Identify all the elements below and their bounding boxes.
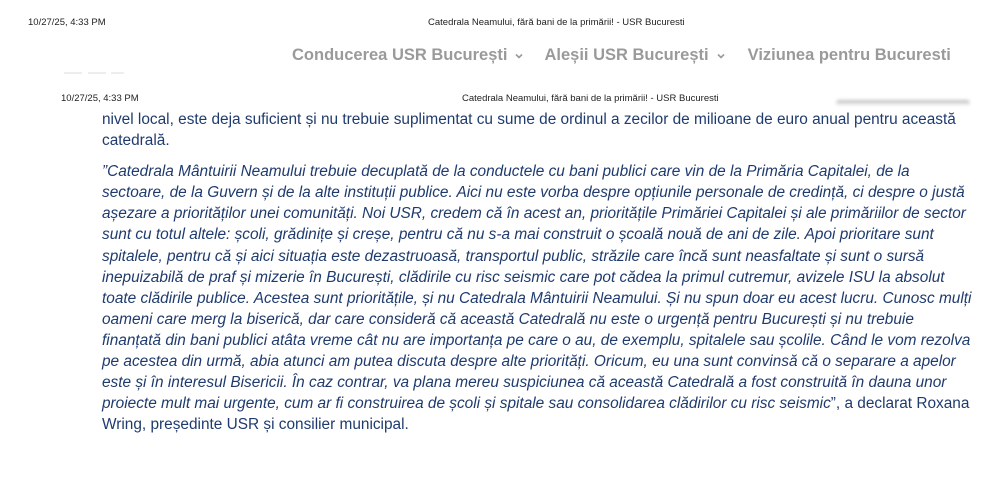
nav-item-label: Viziunea pentru Bucuresti [747, 46, 951, 64]
dropdown-shadow [836, 100, 970, 106]
print-header-date: 10/27/25, 4:33 PM [28, 17, 106, 28]
print-header-title: Catedrala Neamului, fără bani de la primării! - USR Bucuresti [462, 93, 719, 104]
nav-item-alesii[interactable] [544, 46, 725, 65]
nav-item-conducerea[interactable] [292, 46, 524, 65]
nav-item-label: Conducerea USR București [292, 46, 508, 64]
quote-attribution: ”, a declarat Roxana Wring, președinte USR și consilier municipal. [102, 395, 970, 434]
article-paragraph: nivel local, este deja suficient și nu trebuie suplimentat cu sume de ordinul a zecilor de milioane de euro anual pentru această catedrală. [102, 111, 956, 150]
quote-text: ”Catedrala Mântuirii Neamului trebuie decuplată de la conductele cu bani publici care vin de la Primăria Capitalei, de la sectoare, de la Guvern și de la alte instituții publice. Aici nu este vorba despre opțiunile personale de credință, ci despre o justă așezare a priorităților unei comunități. Noi USR, credem că în acest an, prioritățile Primăriei Capitalei și ale primăriilor de sector sunt cu totul altele: școli, grădinițe și creșe, pentru că nu s-a mai construit o școală nouă de ani de zile. Apoi prioritare sunt spitalele, pentru că și aici situația este dezastruoasă, transportul public, străzile care încă sunt neasfaltate și sunt o sursă inepuizabilă de praf și mizerie în București, clădirile cu risc seismic care pot cădea la primul cutremur, avizele ISU la absolut toate clădirile publice. Acestea sunt prioritățile, și nu Catedrala Mântuirii Neamului. Și nu spun doar eu acest lucru. Cunosc mulți oameni care merg la biserică, dar care consideră că această Catedrală nu este o urgență pentru București și nu trebuie finanțată din bani publici atâta vreme cât nu are importanța pe care o au, de exemplu, spitalele sau școlile. Când le vom rezolva pe acestea din urmă, abia atunci am putea discuta despre alte priorități. Oricum, eu una sunt convinsă că o separare a apelor este și în interesul Bisericii. În caz contrar, va plana mereu suspiciunea că această Catedrală a fost construită în dauna unor proiecte mult mai urgente, cum ar fi construirea de școli și spitale sau consolidarea clădirilor cu risc seismic [102, 163, 972, 413]
chevron-down-icon [716, 51, 726, 61]
nav-item-viziunea[interactable] [748, 46, 951, 65]
faint-logo-remnant [64, 72, 124, 74]
chevron-down-icon [514, 51, 524, 61]
print-header-title: Catedrala Neamului, fără bani de la primării! - USR Bucuresti [428, 17, 685, 28]
main-navigation [292, 46, 951, 65]
article-quote-paragraph [102, 161, 972, 435]
print-header-date: 10/27/25, 4:33 PM [61, 93, 139, 104]
article-body [102, 109, 972, 435]
nav-item-label: Aleșii USR București [544, 46, 709, 64]
